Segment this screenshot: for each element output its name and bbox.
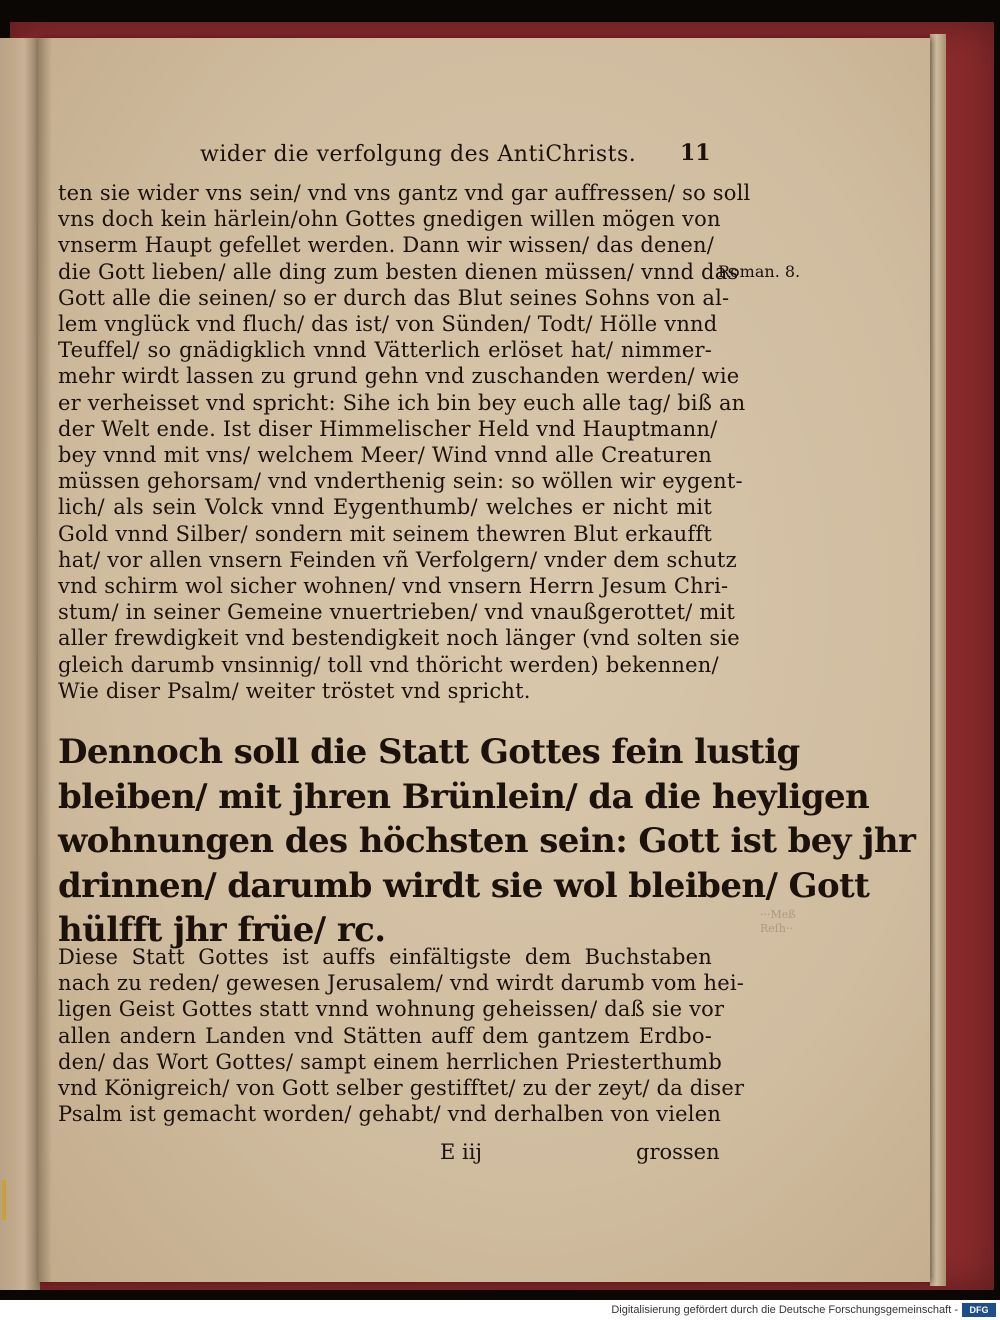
text-line: vnd schirm wol sicher wohnen/ vnd vnsern Herrn Jesum Chri- [58,574,729,598]
show-through-text: ···Meß Reſh·· [760,908,796,935]
text-line: den/ das Wort Gottes/ sampt einem herrlichen Priesterthumb [58,1049,723,1074]
text-line: der Welt ende. Ist diser Himmelischer Held vnd Hauptmann/ [58,416,718,441]
footer-credit: Digitalisierung gefördert durch die Deutsche Forschungsgemeinschaft - [611,1304,958,1316]
text-line: hat/ vor allen vnsern Feinden vñ Verfolgern/ vnder dem schutz [58,547,737,572]
text-line: Gott alle die seinen/ so er durch das Blut seines Sohns von al- [58,285,730,310]
margin-note: Roman. 8. [718,262,801,281]
text-line: er verheisset vnd spricht: Sihe ich bin bey euch alle tag/ biß an [58,390,746,415]
bookmark-ribbon [2,1180,6,1220]
text-line: vns doch kein härlein/ohn Gottes gnedigen willen mögen von [58,207,721,232]
text-line: lich/ als sein Volck vnnd Eygenthumb/ welches er nicht mit [58,495,712,520]
text-line: mehr wirdt lassen zu grund gehn vnd zuschanden werden/ wie [58,364,740,389]
footer-bar [0,1300,1000,1320]
running-head: wider die verfolgung des AntiChrists. [200,142,637,167]
text-line: ten sie wider vns sein/ vnd vns gantz vnd gar auffressen/ so soll [58,181,751,205]
dfg-logo-icon: DFG [962,1303,996,1317]
signature-mark: E iij [440,1140,482,1164]
text-line: vnserm Haupt gefellet werden. Dann wir wissen/ das denen/ [58,233,715,258]
text-line: wohnungen des höchsten sein: Gott ist bey jhr [58,821,916,861]
catchword: grossen [636,1140,720,1164]
text-line: bey vnnd mit vns/ welchem Meer/ Wind vnnd alle Creaturen [58,443,712,467]
text-line: müssen gehorsam/ vnd vnderthenig sein: so wöllen wir eygent- [58,469,743,494]
text-line: Dennoch soll die Statt Gottes fein lustig [58,732,800,772]
text-line: stum/ in seiner Gemeine vnuertrieben/ vnd vnaußgerottet/ mit [58,600,736,625]
text-line: nach zu reden/ gewesen Jerusalem/ vnd wirdt darumb vom hei- [58,971,745,996]
text-line: Psalm ist gemacht worden/ gehabt/ vnd derhalben von vielen [58,1102,722,1127]
text-line: Gold vnnd Silber/ sondern mit seinem thewren Blut erkaufft [58,521,712,546]
text-line: die Gott lieben/ alle ding zum besten dienen müssen/ vnnd das [58,259,739,284]
text-line: gleich darumb vnsinnig/ toll vnd thöricht werden) bekennen/ [58,652,719,677]
text-line: lem vnglück vnd fluch/ das ist/ von Sünden/ Todt/ Hölle vnnd [58,312,718,336]
page-stack-edge [930,34,946,1286]
text-line: aller frewdigkeit vnd bestendigkeit noch länger (vnd solten sie [58,626,740,651]
text-line: drinnen/ darumb wirdt sie wol bleiben/ Gott [58,865,870,906]
text-line: Wie diser Psalm/ weiter tröstet vnd spricht. [58,678,531,703]
text-line: allen andern Landen vnd Stätten auff dem gantzem Erdbo- [58,1023,712,1048]
left-page-edge [0,38,40,1290]
folio-number: 11 [680,140,711,166]
text-line: bleiben/ mit jhren Brünlein/ da die heyligen [58,776,870,817]
text-line: ligen Geist Gottes statt vnnd wohnung geheissen/ daß sie vor [58,997,725,1022]
text-line: Teuffel/ so gnädigklich vnnd Vätterlich erlöset hat/ nimmer- [58,338,712,363]
text-line: vnd Königreich/ von Gott selber gestifftet/ zu der zeyt/ da diser [58,1076,745,1100]
text-line: Diese Statt Gottes ist auffs einfältigste dem Buchstaben [58,945,712,969]
page-gutter-shadow [38,38,52,1282]
text-line: hülfft jhr früe/ rc. [58,910,386,950]
